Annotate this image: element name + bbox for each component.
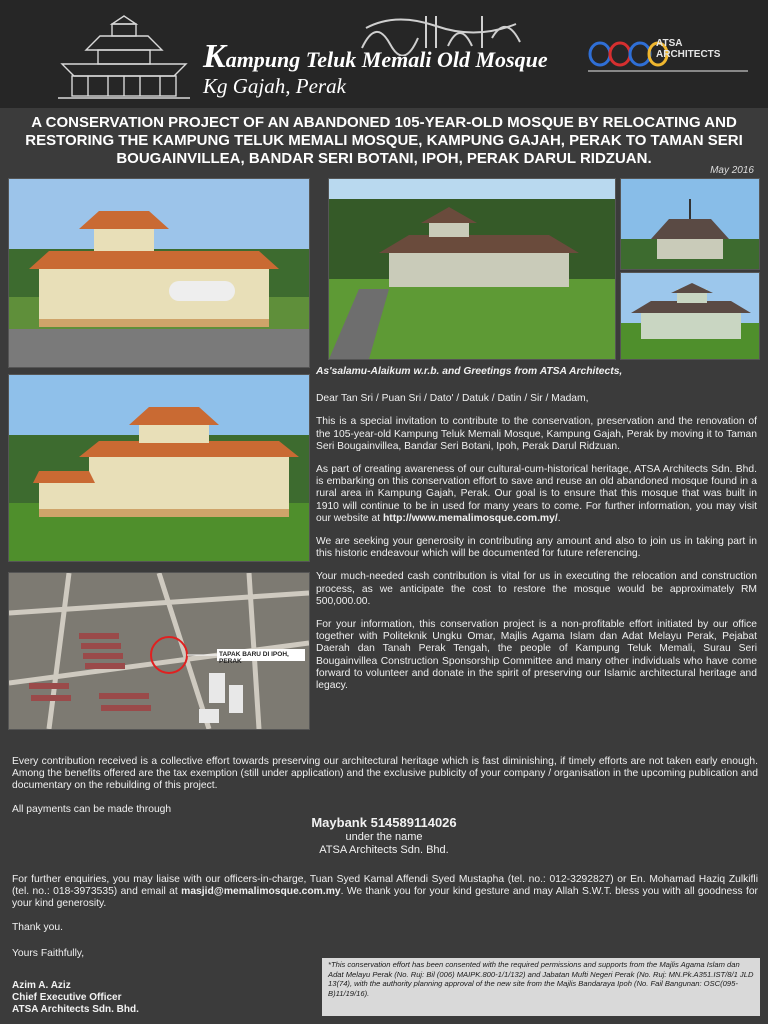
- letter-paragraph-3: We are seeking your generosity in contributing any amount and also to join us in taking part in this historic endeavour which will be documented for future referencing.: [316, 536, 757, 560]
- payment-instruction: All payments can be made through: [12, 803, 172, 815]
- closing-text: Yours Faithfully,: [12, 947, 85, 959]
- arabic-calligraphy-icon: [356, 8, 526, 56]
- enquiry-block: [12, 874, 758, 971]
- bank-under-name: under the name: [345, 831, 423, 843]
- signatory-position: Chief Executive Officer: [12, 992, 122, 1003]
- bank-details: [0, 815, 768, 857]
- enquiry-paragraph: For further enquiries, you may liaise with our officers-in-charge, Tuan Syed Kamal Affendi Syed Mustapha (tel. no.: 012-3292827) or En. Mohamad Haziq Zulkifli (tel. no.: 018-3973535) and email at masjid@memalimosque.com.my. We thank you for your kind gesture and may Allah S.W.T. bless you with all goodness for your kind generosity.: [12, 874, 758, 910]
- mosque-logo-icon: [58, 10, 190, 102]
- signatory-company: ATSA Architects Sdn. Bhd.: [12, 1004, 139, 1015]
- thanks-text: Thank you.: [12, 921, 63, 933]
- mosque-tower-photo: [620, 178, 760, 270]
- header-banner: [0, 0, 768, 108]
- letter-salutation: Dear Tan Sri / Puan Sri / Dato' / Datuk / Datin / Sir / Madam,: [316, 393, 589, 405]
- mosque-title: Kampung Teluk Memali Old Mosque: [203, 38, 548, 75]
- mosque-render-photo-2: [8, 374, 310, 562]
- letter-paragraph-4: Your much-needed cash contribution is vital for us in executing the relocation and construction process, as we anticipate the cost to restore the mosque would be approximately RM 500,000.00.: [316, 571, 757, 607]
- letter-paragraph-6: Every contribution received is a collective effort towards preserving our architectural heritage which is fast diminishing, if timely efforts are not taken early enough. Among the benefits offered are the tax exemption (still under application) and the exclusive publicity of your company / organisation in the upcoming publication and documentary on the rebuilding of this project.: [12, 756, 758, 792]
- letter-greeting: As'salamu-Alaikum w.r.b. and Greetings from ATSA Architects,: [316, 366, 623, 377]
- letter-body: [316, 366, 757, 703]
- bank-account-number: Maybank 514589114026: [311, 815, 457, 830]
- letter-paragraph-5: For your information, this conservation project is a non-profitable effort initiated by our office together with Politeknik Ungku Omar, Majlis Agama Islam dan Adat Melayu Perak, Pejabat Daerah dan Tanah Perak Tengah, the people of Kampung Teluk Memali, Surau Seri Bougainvillea Construction Sponsorship Committee and many other individuals who have come forward to volunteer and donate in the spirit of preserving our Islamic architectural heritage and legacy.: [316, 619, 757, 692]
- page-headline: A CONSERVATION PROJECT OF AN ABANDONED 105-YEAR-OLD MOSQUE BY RELOCATING AND RESTORING THE KAMPUNG TELUK MEMALI MOSQUE, KAMPUNG GAJAH, PERAK TO TAMAN SERI BOUGAINVILLEA, BANDAR SERI BOTANI, IPOH, PERAK DARUL RIDZUAN.: [25, 114, 743, 167]
- atsa-brand-text: ATSA ARCHITECTS: [656, 38, 721, 60]
- map-site-label: TAPAK BARU DI IPOH, PERAK: [219, 651, 289, 665]
- abandoned-mosque-photo: [328, 178, 616, 360]
- mosque-side-photo: [620, 272, 760, 360]
- signature-block: [12, 980, 139, 1016]
- email-link[interactable]: masjid@memalimosque.com.my: [181, 886, 341, 898]
- website-link[interactable]: http://www.memalimosque.com.my/: [382, 512, 558, 524]
- consent-footnote: *This conservation effort has been consented with the required permissions and supports from the Majlis Agama Islam dan Adat Melayu Perak (No. Ruj: Bil (006) MAIPK.800-1/1/132) and Jabatan Mufti Negeri Perak (No. Ruj: MN.Pk.A351.IST/8/1 JLD 13(74), with the authority planning approval of the new site from the Majlis Bandaraya Ipoh (No. Fail Bangunan: OSC(095-B)11/19/16).: [322, 958, 760, 1016]
- letter-paragraph-2: As part of creating awareness of our cultural-cum-historical heritage, ATSA Architects Sdn. Bhd. is embarking on this conservation effort to save and reuse an old abandoned mosque found in a rural area in Kampung Gajah, Perak. Our goal is to ensure that this mosque that was built in 1910 will continue to be in used for many years to come. For further information, you may visit our website at http://www.memalimosque.com.my/.: [316, 464, 757, 524]
- mosque-location: Kg Gajah, Perak: [203, 74, 346, 98]
- mosque-render-photo: [8, 178, 310, 368]
- date-label: May 2016: [710, 165, 754, 176]
- letter-paragraph-1: This is a special invitation to contribute to the conservation, preservation and the renovation of the 105-year-old Kampung Teluk Memali Mosque, Kampung Gajah, Perak by moving it to Taman Seri Bougainvillea, Bandar Seri Botani, Ipoh, Perak Darul Ridzuan.: [316, 416, 757, 452]
- site-map-photo: [8, 572, 310, 730]
- bank-account-name: ATSA Architects Sdn. Bhd.: [319, 844, 449, 856]
- signatory-name: Azim A. Aziz: [12, 980, 71, 991]
